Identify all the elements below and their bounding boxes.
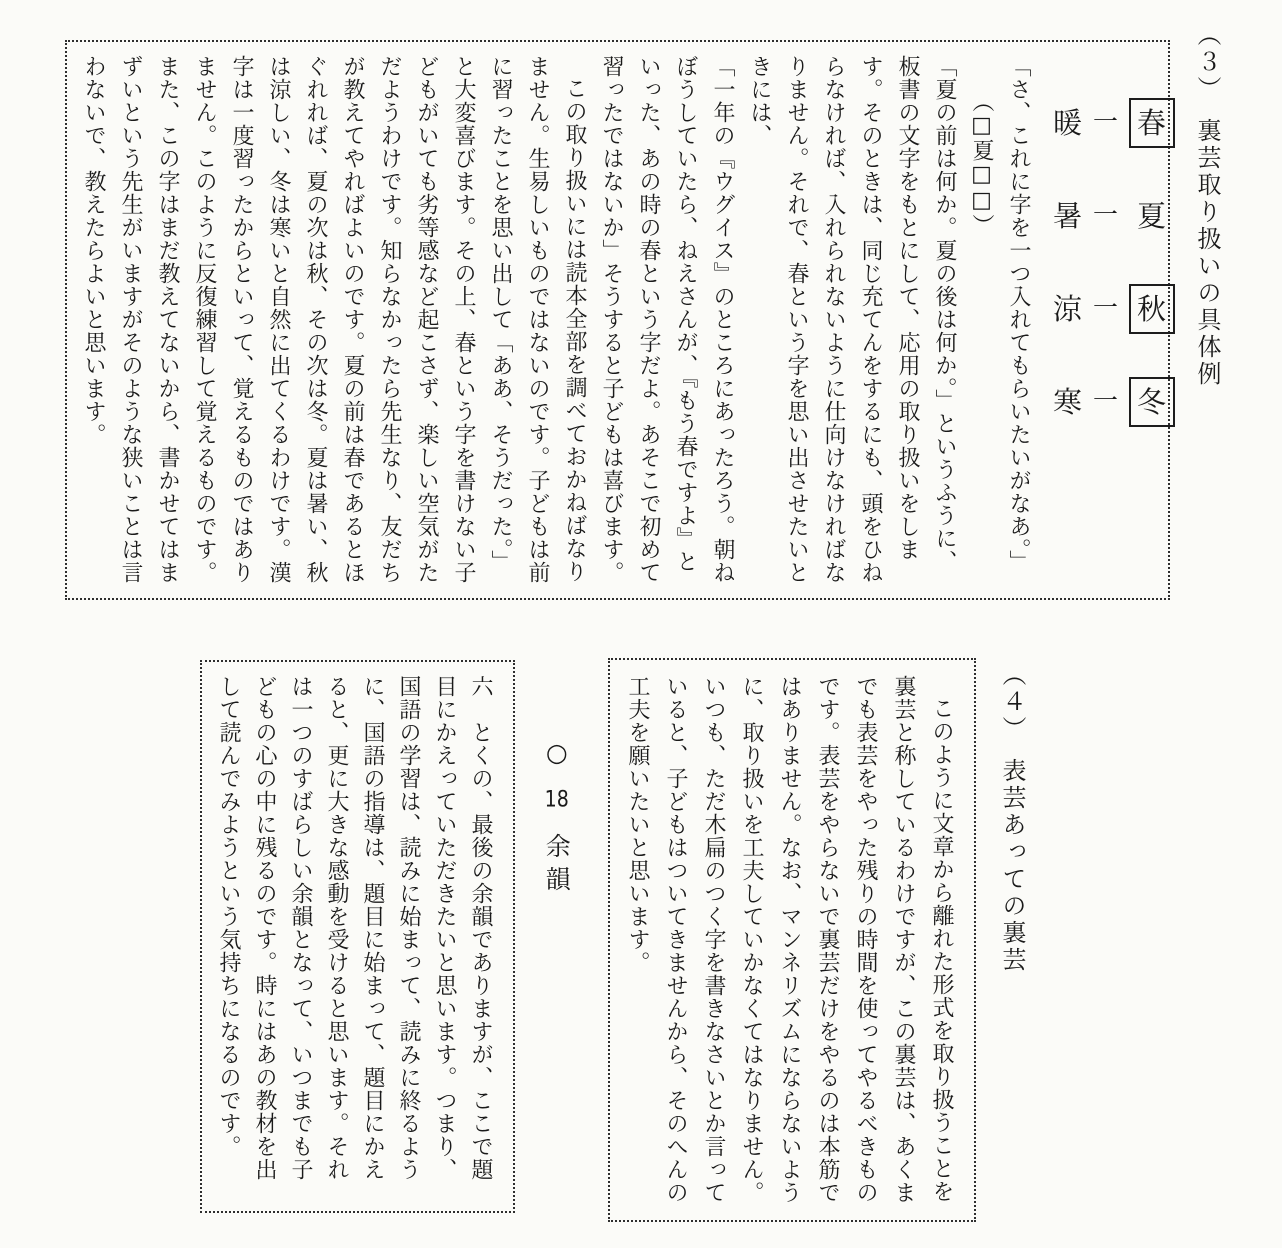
section-6-box — [200, 660, 515, 1213]
season-attr-warm: 暖 — [1052, 105, 1083, 140]
season-cell-2: 秋 — [1129, 284, 1175, 334]
seasons-diagram — [1037, 55, 1175, 585]
section-6-paragraph: 六 とくの、最後の余韻でありますが、ここで題目にかえっていただきたいと思います。つまり、国語の学習は、読みに始まって、読みに終るように、国語の指導は、題目に始まって、題目にかえると、更に大きな感動を受けると思います。それは一つのすばらしい余韻となって、いつまでも子どもの心の中に残るのです。時にはあの教材を出して読んでみようという気持ちになるのです。 — [216, 675, 493, 1181]
section-3-paragraph: 「夏の前は何か。夏の後は何か。」というふうに、板書の文字をもとにして、応用の取り扱いをします。そのときは、同じ充てんをするにも、頭をひねらなければ、入れられないように仕向けなければなりません。それで、春という字を思い出させたいときには、 — [747, 55, 957, 584]
season-attr-hot: 暑 — [1052, 198, 1083, 233]
section-4-heading: （４） 表芸あっての裏芸 — [998, 662, 1026, 974]
dash-line: 一 — [1092, 199, 1119, 229]
section-3-paragraph: この取り扱いには読本全部を調べておかねばなりません。生易しいものではないのです。子どもは前に習ったことを思い出して「ああ、そうだった。」と大変喜びます。その上、春という字を書けない子どもがいても劣等感など起こさず、楽しい空気がただようわけです。知らなかったら先生なり、友だちが教えてやればよいのです。夏の前は春であるとほぐれれば、夏の次は秋、その次は冬。夏は暑い、秋は涼しい、冬は寒いと自然に出てくるわけです。漢字は一度習ったからといって、覚えるものではありません。このように反復練習して覚えるものです。また、この字はまだ教えてないから、書かせてはまずいという先生がいますがそのような狭いことは言わないで、教えたらよいと思います。 — [81, 55, 587, 584]
section-4-box-body — [618, 675, 960, 1205]
season-attr-cool: 涼 — [1052, 291, 1083, 326]
section-3-box — [65, 40, 1170, 600]
season-row-spring — [1037, 97, 1175, 149]
season-cell-3: 冬 — [1129, 377, 1175, 427]
section-3-paragraph: 「一年の『ウグイス』のところにあったろう。朝ねぼうしていたら、ねえさんが、『もう春ですよ』といった、あの時の春という字だよ。あそこで初めて習ったではないか」そうすると子どもは喜びます。 — [599, 55, 735, 584]
teacher-quote: 「さ、これに字を一つ入れてもらいたいがなあ。」 — [1006, 55, 1031, 573]
yoin-number: 18 — [544, 789, 569, 811]
season-cell-0: 春 — [1129, 98, 1175, 148]
section-4-paragraph: このように文章から離れた形式を取り扱うことを裏芸と称しているわけですが、この裏芸は、あくまでも表芸をやった残りの時間を使ってやるべきものです。表芸をやらないで裏芸だけをやるのは本筋ではありません。なお、マンネリズムにならないように、取り扱いを工夫していかなくてはなりません。いつも、ただ木扁のつく字を書きなさいとか言っていると、子どもはついてきませんから、そのへんの工夫を願いたいと思います。 — [625, 675, 954, 1204]
circle-mark: ○ — [542, 738, 572, 767]
section-3-heading: （３） 裏芸取り扱いの具体例 — [1193, 22, 1221, 388]
season-attr-cold: 寒 — [1052, 384, 1083, 419]
season-row-summer — [1037, 190, 1175, 242]
dash-line: 一 — [1092, 292, 1119, 322]
dash-line: 一 — [1092, 385, 1119, 415]
season-row-winter — [1037, 376, 1175, 428]
season-row-autumn — [1037, 283, 1175, 335]
yoin-heading — [541, 738, 572, 899]
fill-in-puzzle: （□夏□□） — [969, 90, 994, 238]
section-4-box — [608, 658, 976, 1222]
section-3-box-body — [75, 55, 1175, 585]
dash-line: 一 — [1092, 106, 1119, 136]
section-6-box-body — [210, 675, 498, 1198]
season-cell-1: 夏 — [1136, 198, 1167, 233]
yoin-label: 余韻 — [542, 833, 572, 899]
